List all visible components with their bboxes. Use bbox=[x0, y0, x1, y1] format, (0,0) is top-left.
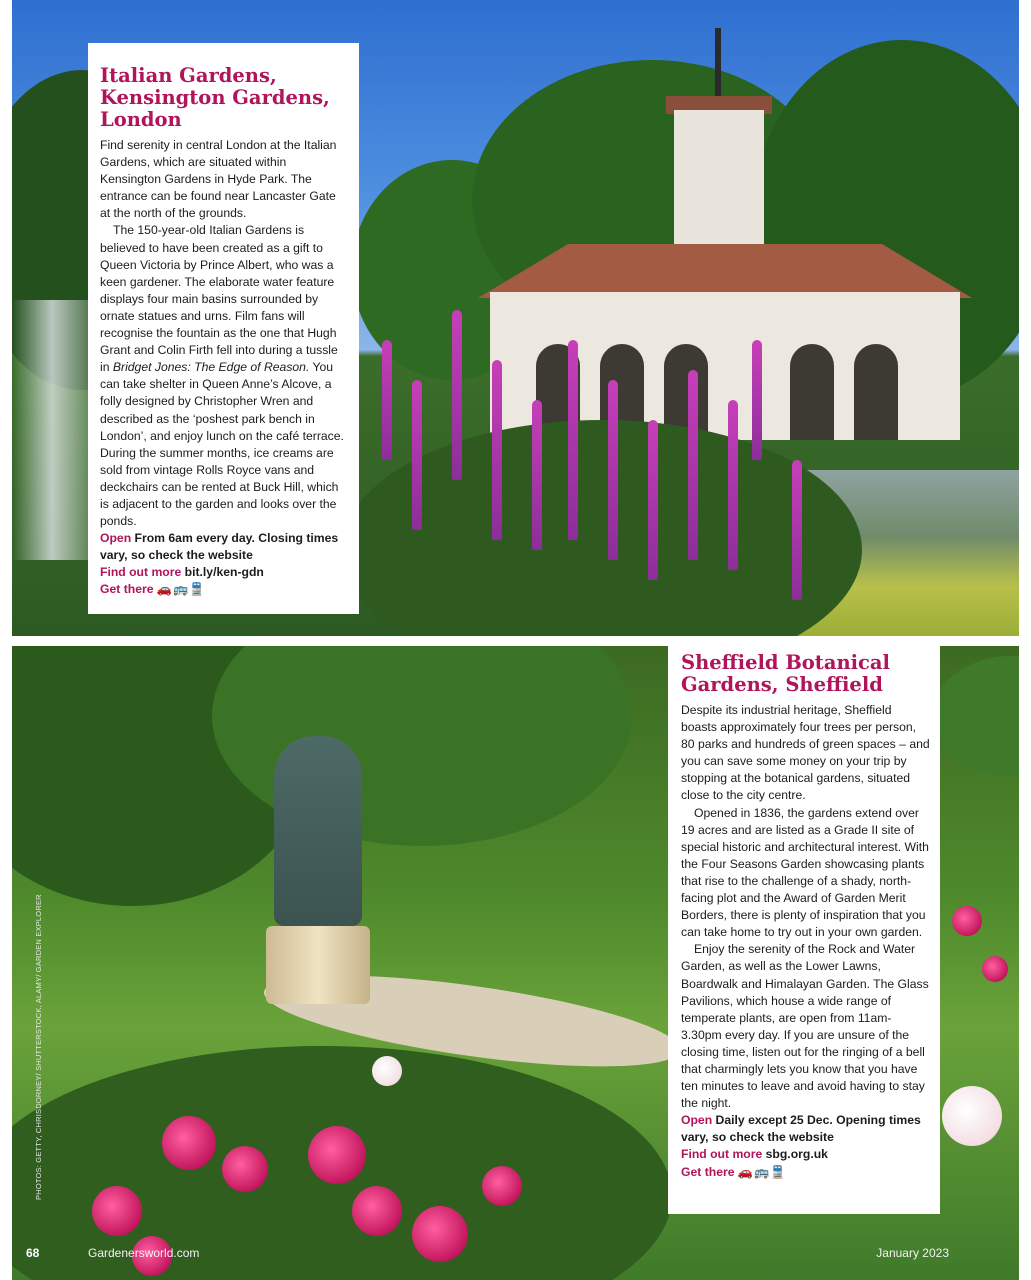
loosestrife-flower bbox=[648, 420, 658, 580]
title-line: London bbox=[100, 108, 182, 131]
open-label: Open bbox=[100, 531, 132, 546]
pink-rose bbox=[412, 1206, 468, 1262]
website-link[interactable]: sbg.org.uk bbox=[765, 1147, 828, 1162]
pink-rose bbox=[482, 1166, 522, 1206]
pink-rose bbox=[952, 906, 982, 936]
photo-credit: PHOTOS: GETTY, CHRISDORNEY/ SHUTTERSTOCK, ALAMY/ GARDEN EXPLORER bbox=[34, 894, 43, 1200]
page-number: 68 bbox=[26, 1246, 40, 1260]
transport-icon: 🚗🚌🚆 bbox=[156, 582, 206, 597]
white-rose bbox=[372, 1056, 402, 1086]
pavilion-roof bbox=[478, 244, 972, 298]
pink-rose bbox=[982, 956, 1008, 982]
loosestrife-flower bbox=[452, 310, 462, 480]
bronze-statue bbox=[274, 736, 362, 926]
body-paragraph bbox=[100, 222, 347, 530]
italian-gardens-panel bbox=[88, 43, 359, 614]
body-paragraph: Opened in 1836, the gardens extend over 19 acres and are listed as a Grade II site of special historic and architectural interest. With the Four Seasons Garden showcasing plants that rise to the challenge of a shady, north-facing plot and the Award of Garden Merit Borders, there is plenty of inspiration that you can take home to try out in your own garden. bbox=[681, 805, 929, 940]
sheffield-gardens-title bbox=[681, 652, 930, 696]
loosestrife-flower bbox=[752, 340, 762, 460]
sheffield-gardens-body bbox=[681, 702, 930, 1112]
body-paragraph: Find serenity in central London at the Italian Gardens, which are situated within Kensington Gardens in Hyde Park. The entrance can be found near Lancaster Gate at the north of the grounds. bbox=[100, 138, 337, 221]
title-line: Gardens, Sheffield bbox=[681, 673, 883, 696]
body-paragraph: Enjoy the serenity of the Rock and Water Garden, as well as the Lower Lawns, Boardwalk and Himalayan Garden. The Glass Pavilions, which house a wide range of temperate plants, are open from 11am-3.30pm every day. If you are unsure of the closing time, listen out for the ringing of a bell that charmingly lets you know that you have ten minutes to leave and avoid having to stay the night. bbox=[681, 942, 929, 1111]
film-title: Bridget Jones: The Edge of Reason. bbox=[112, 360, 310, 375]
transport-icon: 🚗🚌🚆 bbox=[737, 1164, 787, 1179]
body-text-run: The 150-year-old Italian Gardens is believed to have been created as a gift to Queen Victoria by Prince Albert, who was a keen gardener. The elaborate water feature displays four main basins surrounded by ornate statues and urns. Film fans will recognise the fountain as the one that Hugh Grant and Colin Firth fell into during a tussle in bbox=[100, 223, 338, 375]
loosestrife-flower bbox=[792, 460, 802, 600]
open-text: Daily except 25 Dec. Opening times vary, so check the website bbox=[681, 1113, 921, 1145]
loosestrife-flower bbox=[492, 360, 502, 540]
magazine-website: Gardenersworld.com bbox=[88, 1246, 200, 1260]
loosestrife-flower bbox=[728, 400, 738, 570]
get-there bbox=[681, 1164, 930, 1181]
title-line: Italian Gardens, bbox=[100, 64, 277, 87]
website-link[interactable]: bit.ly/ken-gdn bbox=[184, 565, 264, 580]
pavilion-building bbox=[490, 292, 960, 440]
find-out-more-label: Find out more bbox=[100, 565, 182, 580]
tree-right bbox=[932, 656, 1019, 776]
open-label: Open bbox=[681, 1113, 713, 1128]
open-text: From 6am every day. Closing times vary, so check the website bbox=[100, 531, 339, 563]
body-paragraph: Despite its industrial heritage, Sheffield boasts approximately four trees per person, 80 parks and hundreds of green spaces – and you can save some money on your trip by stopping at the botanical gardens, situated close to the city centre. bbox=[681, 703, 930, 803]
pink-rose bbox=[222, 1146, 268, 1192]
loosestrife-flower bbox=[608, 380, 618, 560]
pink-rose bbox=[92, 1186, 142, 1236]
loosestrife-flower bbox=[382, 340, 392, 460]
loosestrife-flower bbox=[568, 340, 578, 540]
find-out-more bbox=[681, 1146, 930, 1163]
italian-gardens-body bbox=[100, 137, 347, 530]
body-text-run: You can take shelter in Queen Anne’s Alcove, a folly designed by Christopher Wren and described as the ‘poshest park bench in London’, and enjoy lunch on the café terrace. During the summer months, ice creams are sold from vintage Rolls Royce vans and deckchairs can be rented at Buck Hill, which is adjacent to the garden and looks over the ponds. bbox=[100, 360, 344, 529]
italian-gardens-title bbox=[100, 65, 347, 131]
sheffield-gardens-panel bbox=[668, 644, 940, 1214]
get-there-label: Get there bbox=[100, 582, 154, 597]
open-times bbox=[100, 530, 347, 564]
pavilion-tower bbox=[674, 110, 764, 250]
white-rose bbox=[942, 1086, 1002, 1146]
pink-rose bbox=[352, 1186, 402, 1236]
italian-gardens-info bbox=[100, 530, 347, 598]
sheffield-gardens-info bbox=[681, 1112, 930, 1180]
pavilion-arch bbox=[854, 344, 898, 440]
title-line: Kensington Gardens, bbox=[100, 86, 330, 109]
loosestrife-flower bbox=[688, 370, 698, 560]
pavilion-arch bbox=[790, 344, 834, 440]
loosestrife-flower bbox=[532, 400, 542, 550]
get-there bbox=[100, 581, 347, 598]
get-there-label: Get there bbox=[681, 1164, 735, 1179]
issue-date: January 2023 bbox=[876, 1246, 949, 1260]
fountain-spray bbox=[12, 300, 92, 560]
pink-rose bbox=[162, 1116, 216, 1170]
loosestrife-flower bbox=[412, 380, 422, 530]
open-times bbox=[681, 1112, 930, 1146]
pink-rose bbox=[308, 1126, 366, 1184]
statue-plinth bbox=[266, 926, 370, 1004]
find-out-more-label: Find out more bbox=[681, 1147, 763, 1162]
title-line: Sheffield Botanical bbox=[681, 651, 890, 674]
find-out-more bbox=[100, 564, 347, 581]
pavilion-spire bbox=[715, 28, 721, 98]
